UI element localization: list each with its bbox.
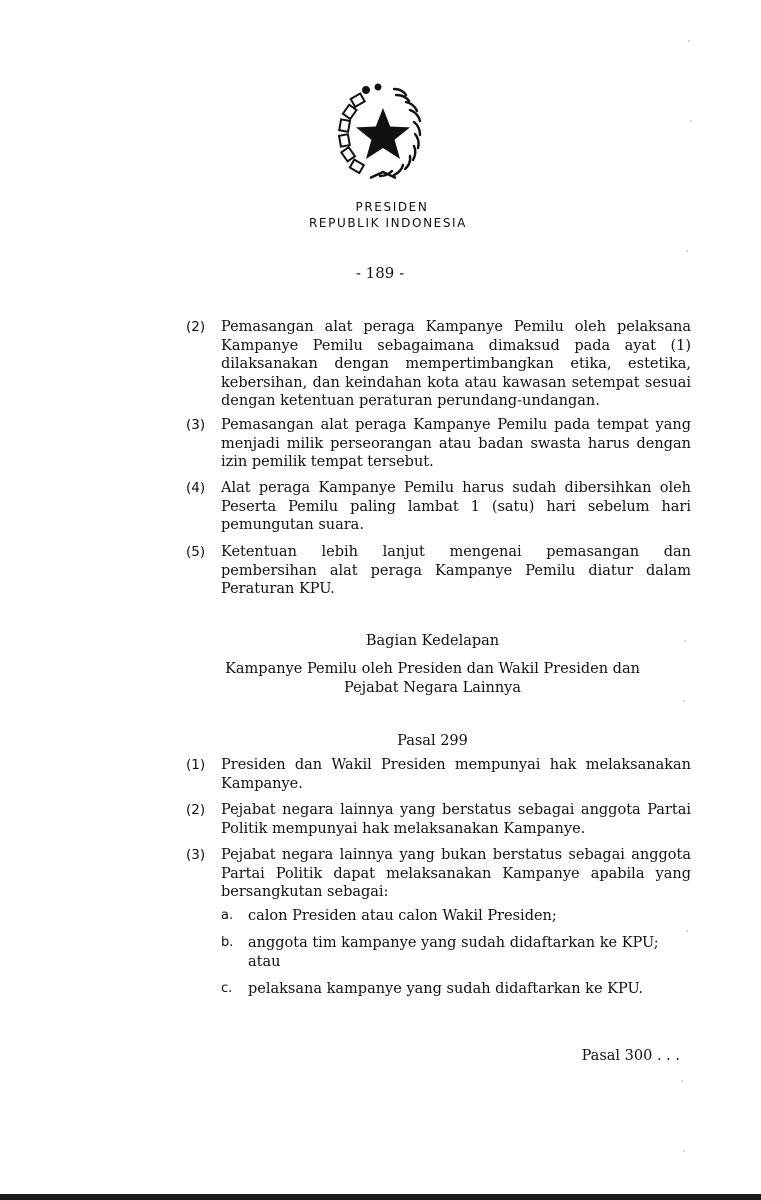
presidential-emblem-icon [330,82,436,186]
section-heading: Bagian Kedelapan [365,633,500,649]
scan-speck [681,1080,683,1082]
scan-speck [688,40,690,42]
scan-speck [686,250,688,252]
list-item-marker: c. [221,981,233,996]
list-item-marker: b. [221,935,234,950]
list-item-text: calon Presiden atau calon Wakil Presiden; [248,908,557,924]
paragraph-number: (2) [186,802,206,818]
scan-speck [686,930,688,932]
paragraph-text: Pejabat negara lainnya yang bukan berstatus sebagai anggota Partai Politik dapat melaksanakan Kampanye apabila yang bersangkutan sebagai: [221,847,691,900]
paragraph-3 [186,416,691,472]
article-title: Pasal 299 [397,733,468,749]
paragraph-text: Pemasangan alat peraga Kampanye Pemilu pada tempat yang menjadi milik perseorangan atau badan swasta harus dengan izin pemilik tempat tersebut. [221,417,691,470]
paragraph-text: Presiden dan Wakil Presiden mempunyai hak melaksanakan Kampanye. [221,757,691,792]
scan-speck [684,640,686,642]
paragraph-number: (1) [186,757,206,773]
list-item-marker: a. [221,908,234,923]
list-item-text: pelaksana kampanye yang sudah didaftarkan ke KPU. [248,981,643,997]
list-item-c [221,980,691,999]
paragraph-text: Pejabat negara lainnya yang berstatus sebagai anggota Partai Politik mempunyai hak melaksanakan Kampanye. [221,802,691,837]
scan-speck [690,120,692,122]
paragraph-4 [186,479,691,535]
paragraph-5 [186,543,691,599]
scan-speck [683,700,685,702]
paragraph-number: (5) [186,544,206,560]
paragraph-2 [186,318,691,411]
paragraph-number: (3) [186,417,206,433]
next-article-reference: Pasal 300 . . . [581,1048,680,1064]
section-title-line1: Kampanye Pemilu oleh Presiden dan Wakil Presiden dan [225,661,640,677]
scan-bottom-edge [0,1194,761,1200]
article-paragraph-1 [186,756,691,793]
header-republik-indonesia: REPUBLIK INDONESIA [308,216,467,230]
paragraph-number: (2) [186,319,206,335]
article-paragraph-2 [186,801,691,838]
section-title-line2: Pejabat Negara Lainnya [344,680,521,696]
paragraph-number: (4) [186,480,206,496]
scan-speck [683,1150,685,1152]
list-item-b [221,934,691,971]
article-paragraph-3 [186,846,691,902]
paragraph-text: Alat peraga Kampanye Pemilu harus sudah dibersihkan oleh Peserta Pemilu paling lambat 1 (satu) hari sebelum hari pemungutan suara. [221,480,691,533]
paragraph-text: Pemasangan alat peraga Kampanye Pemilu oleh pelaksana Kampanye Pemilu sebagaimana dimaksud pada ayat (1) dilaksanakan dengan mempertimbangkan etika, estetika, kebersihan, dan keindahan kota atau kawasan setempat sesuai dengan ketentuan peraturan perundang-undangan. [221,319,691,409]
list-item-text: anggota tim kampanye yang sudah didaftarkan ke KPU; atau [248,935,659,970]
header-presiden: PRESIDEN [355,200,429,214]
page-number: - 189 - [355,264,405,282]
paragraph-text: Ketentuan lebih lanjut mengenai pemasangan dan pembersihan alat peraga Kampanye Pemilu diatur dalam Peraturan KPU. [221,544,691,597]
paragraph-number: (3) [186,847,206,863]
list-item-a [221,907,691,926]
